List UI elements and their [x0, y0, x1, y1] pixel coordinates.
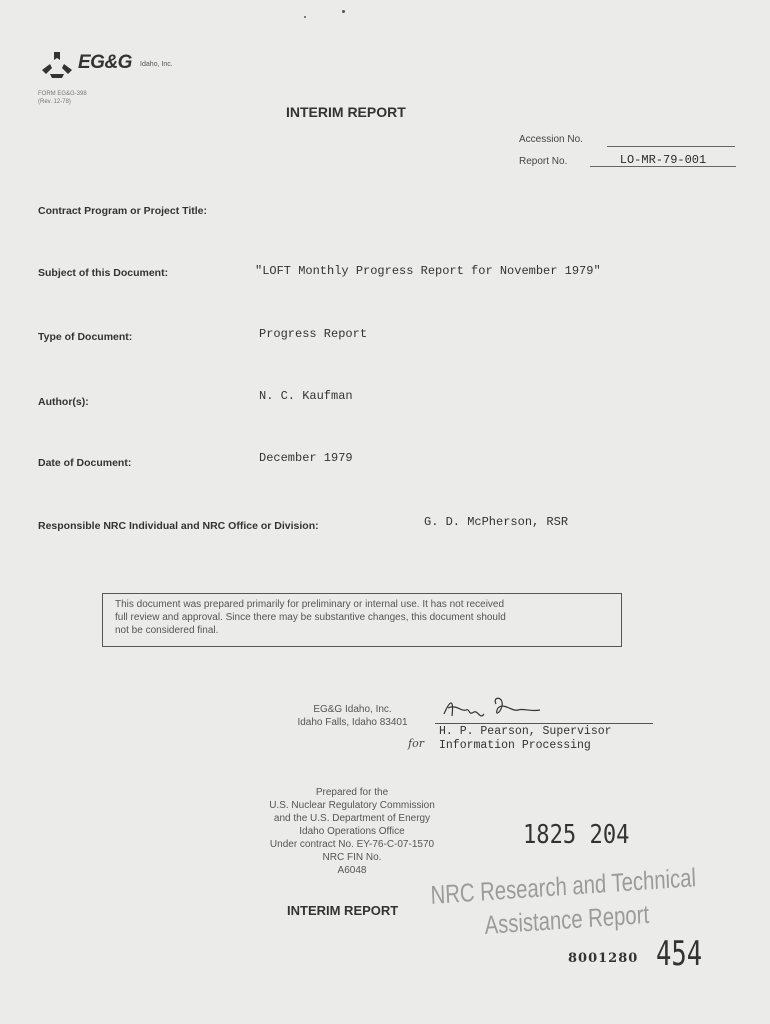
- responsible-label: Responsible NRC Individual and NRC Office or Division:: [38, 520, 319, 532]
- form-number-line: FORM EG&G-398: [38, 91, 87, 97]
- accession-field: [607, 132, 735, 147]
- document-number-suffix: 454: [656, 934, 703, 974]
- page-title: INTERIM REPORT: [286, 104, 406, 120]
- form-revision-line: (Rev. 12-78): [38, 99, 71, 105]
- accession-label: Accession No.: [519, 134, 583, 145]
- subject-label: Subject of this Document:: [38, 267, 169, 279]
- notice-box: [102, 593, 622, 647]
- footer-title: INTERIM REPORT: [287, 903, 399, 918]
- report-number-label: Report No.: [519, 156, 568, 167]
- prepared-line: Prepared for the: [315, 787, 389, 798]
- signer-name: H. P. Pearson, Supervisor: [439, 725, 612, 738]
- prepared-line: U.S. Nuclear Regulatory Commission: [269, 800, 435, 811]
- scan-speck: [342, 10, 345, 13]
- responsible-value: G. D. McPherson, RSR: [424, 515, 569, 529]
- prepared-line: Idaho Operations Office: [299, 826, 405, 837]
- date-value: December 1979: [259, 451, 353, 465]
- report-number-field: [590, 152, 736, 167]
- logo-subtitle: Idaho, Inc.: [140, 61, 173, 68]
- author-label: Author(s):: [38, 396, 89, 408]
- author-value: N. C. Kaufman: [259, 389, 353, 403]
- prepared-line: Under contract No. EY-76-C-07-1570: [269, 839, 435, 850]
- nrc-stamp-line1: NRC Research and Technical: [430, 862, 697, 910]
- signer-block: [439, 725, 612, 753]
- egg-logo-icon: [40, 50, 74, 80]
- type-label: Type of Document:: [38, 331, 133, 343]
- report-number-value: LO-MR-79-001: [619, 153, 707, 167]
- notice-line: full review and approval. Since there may be substantive changes, this document should: [115, 612, 506, 623]
- issuer-address: [275, 703, 430, 729]
- prepared-for-block: [222, 786, 482, 877]
- form-number: [38, 90, 87, 106]
- signature-line: [435, 723, 653, 724]
- document-number: 8001280: [568, 951, 639, 966]
- prepared-line: NRC FIN No.: [322, 852, 382, 863]
- date-label: Date of Document:: [38, 457, 132, 469]
- signer-title: Information Processing: [439, 739, 591, 752]
- subject-value: "LOFT Monthly Progress Report for November 1979": [255, 264, 601, 278]
- prepared-line: and the U.S. Department of Energy: [273, 813, 431, 824]
- issuer-name: EG&G Idaho, Inc.: [313, 704, 392, 715]
- for-mark: for: [408, 737, 424, 750]
- signature-image: [440, 694, 560, 726]
- prepared-line: A6048: [337, 865, 367, 876]
- type-value: Progress Report: [259, 327, 368, 341]
- notice-line: This document was prepared primarily for preliminary or internal use. It has not received: [115, 599, 505, 610]
- notice-line: not be considered final.: [115, 625, 219, 636]
- scan-speck: [304, 16, 306, 18]
- logo-text: EG&G: [78, 52, 132, 73]
- contract-label: Contract Program or Project Title:: [38, 205, 208, 217]
- issuer-city: Idaho Falls, Idaho 83401: [297, 717, 408, 728]
- nrc-stamp-line2: Assistance Report: [484, 898, 650, 940]
- handwritten-number: 1825 204: [523, 820, 630, 850]
